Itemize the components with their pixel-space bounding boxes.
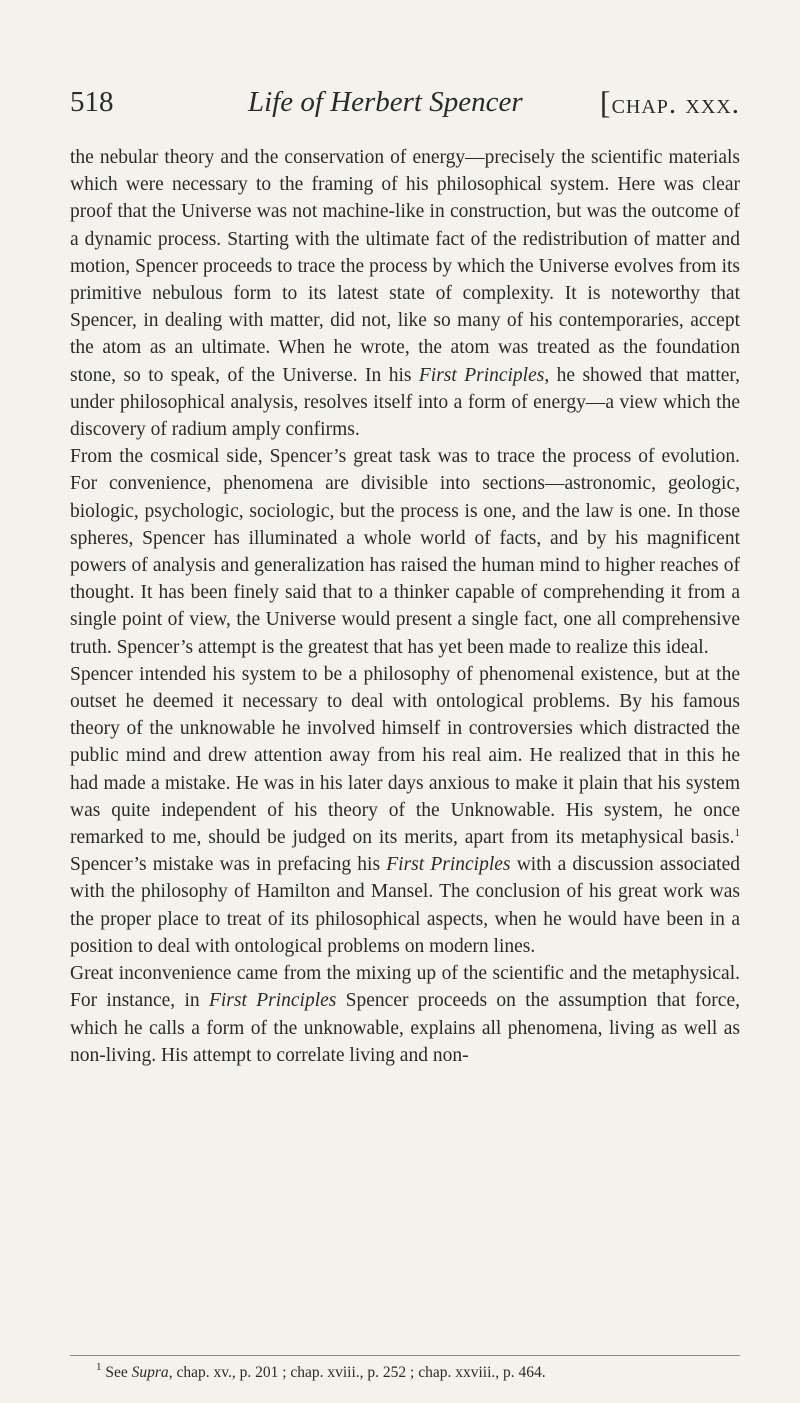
text-run: See bbox=[101, 1364, 132, 1381]
text-run: the nebular theory and the conservation of energy—precisely the scientific materials which were necessary to the framing of his philosophical system. Here was clear proof that the Universe was not machine-like in construction, but was the outcome of a dynamic process. Starting with the ultimate fact of the redistribution of matter and motion, Spencer proceeds to trace the process by which the Universe evolves from its primitive nebulous form to its latest state of complexity. It is noteworthy that Spencer, in dealing with matter, did not, like so many of his contemporaries, accept the atom as an ultimate. When he wrote, the atom was treated as the foundation stone, so to speak, of the Universe. In his bbox=[70, 147, 740, 386]
paragraph bbox=[70, 960, 740, 1069]
chapter-text: chap. xxx. bbox=[611, 88, 740, 120]
text-run: From the cosmical side, Spencer’s great task was to trace the process of evolution. For convenience, phenomena are divisible into sections—astronomic, geologic, biologic, psychologic, sociologic, but the process is one, and the law is one. In those spheres, Spencer has illuminated a whole world of facts, and by his magnificent powers of analysis and generalization has raised the human mind to higher reaches of thought. It has been finely said that to a thinker capable of comprehending it from a single point of view, the Universe would present a single fact, one all comprehensive truth. Spencer’s attempt is the greatest that has yet been made to realize this ideal. bbox=[70, 446, 740, 658]
footnote bbox=[70, 1362, 740, 1384]
footnote-text bbox=[102, 1364, 546, 1381]
text-run: Spencer intended his system to be a philosophy of phenomenal existence, but at the outset he deemed it necessary to deal with ontological problems. By his famous theory of the unknowable he involved himself in controversies which distracted the public mind and drew attention away from his real aim. He realized that in this he had made a mistake. He was in his later days anxious to make it plain that his system was quite independent of his theory of the Unknowable. His system, he once remarked to me, should be judged on its merits, apart from its metaphysical basis. bbox=[70, 663, 740, 849]
book-title-italic: First Principles bbox=[386, 854, 511, 876]
text-run: , chap. xv., p. 201 ; chap. xviii., p. 252 ; chap. xxviii., p. 464. bbox=[168, 1364, 546, 1381]
text-run: , he showed that matter, under philosophical analysis, resolves itself into a form of energy—a view which the discovery of radium amply confirms. bbox=[70, 364, 741, 441]
footnote-rule bbox=[70, 1355, 740, 1356]
chapter-bracket: [ bbox=[599, 84, 612, 120]
paragraph bbox=[70, 661, 740, 960]
running-header bbox=[70, 82, 740, 122]
footnote-marker: 1 bbox=[96, 1361, 102, 1373]
body-text bbox=[70, 144, 740, 1069]
page-number: 518 bbox=[70, 86, 114, 118]
paragraph bbox=[70, 144, 740, 443]
book-title-italic: First Principles bbox=[418, 364, 545, 386]
running-title: Life of Herbert Spencer bbox=[248, 86, 523, 118]
footnote-reference: 1 bbox=[734, 827, 740, 840]
book-title-italic: First Principles bbox=[208, 990, 337, 1012]
text-run: Spencer’s mistake was in prefacing his bbox=[70, 854, 387, 876]
paragraph bbox=[70, 443, 740, 661]
text-run: with a discussion associated with the philosophy of Hamilton and Mansel. The conclusion of his great work was the proper place to treat of its philosophical aspects, when he would have been in a position to deal with ontological problems on modern lines. bbox=[70, 854, 741, 957]
text-run: Great inconvenience came from the mixing up of the scientific and the metaphysical. For instance, in bbox=[70, 963, 740, 1012]
text-run: Spencer proceeds on the assumption that force, which he calls a form of the unknowable, explains all phenomena, living as well as non-living. His attempt to correlate living and non- bbox=[70, 990, 740, 1066]
chapter-label bbox=[600, 82, 740, 124]
book-title-italic: Supra bbox=[131, 1364, 169, 1381]
